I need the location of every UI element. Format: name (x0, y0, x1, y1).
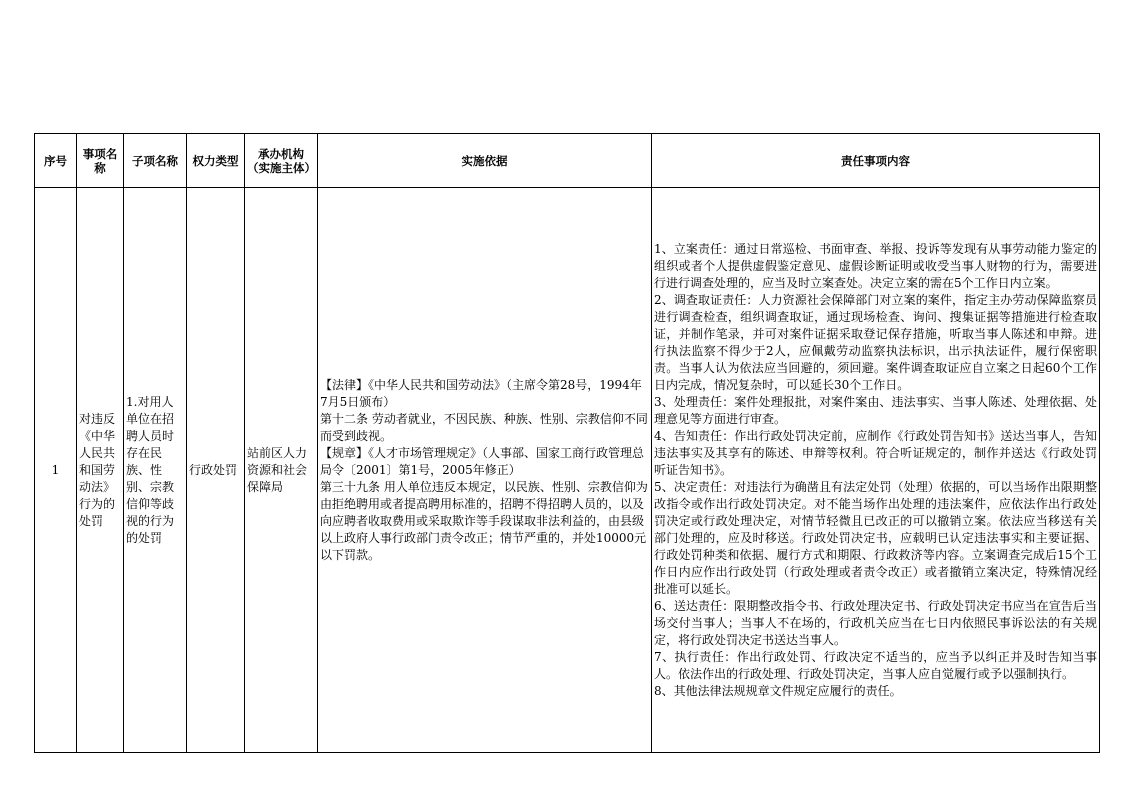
basis-law: 【法律】《中华人民共和国劳动法》（主席令第28号，1994年7月5日颁布） (320, 377, 642, 409)
resp-filing: 1、立案责任：通过日常巡检、书面审查、举报、投诉等发现有从事劳动能力鉴定的组织或者个人提供虚假鉴定意见、虚假诊断证明或收受当事人财物的行为，需要进行进行调查处理的，应当及时立案查处。决定立案的需在5个工作日内立案。 (654, 241, 1097, 290)
resp-decision: 5、决定责任：对违法行为确凿且有法定处罚（处理）依据的，可以当场作出限期整改指令或作出行政处罚决定。对不能当场作出处理的违法案件，应依法作出行政处罚决定或行政处理决定，对情节轻微且已改正的可以撤销立案。依法应当移送有关部门处理的，应及时移送。行政处罚决定书，应载明已认定违法事实和主要证据、行政处罚种类和依据、履行方式和期限、行政救济等内容。立案调查完成后15个工作日内应作出行政处罚（行政处理或者责令改正）或者撤销立案决定，特殊情况经批准可以延长。 (654, 479, 1097, 596)
header-basis: 实施依据 (318, 134, 652, 188)
header-responsibility: 责任事项内容 (652, 134, 1100, 188)
header-sub-item: 子项名称 (124, 134, 187, 188)
cell-item-name: 对违反《中华人民共和国劳动法》行为的处罚 (77, 188, 124, 753)
header-organizer: 承办机构（实施主体） (245, 134, 318, 188)
resp-delivery: 6、送达责任：限期整改指令书、行政处理决定书、行政处罚决定书应当在宣告后当场交付当事人；当事人不在场的，行政机关应当在七日内依照民事诉讼法的有关规定，将行政处罚决定书送达当事人。 (654, 598, 1097, 647)
header-power-type: 权力类型 (187, 134, 245, 188)
basis-regulation: 【规章】《人才市场管理规定》（人事部、国家工商行政管理总局令〔2001〕第1号，2005年修正） (320, 445, 645, 477)
header-row (35, 134, 1100, 188)
header-item-name: 事项名称 (77, 134, 124, 188)
cell-power-type: 行政处罚 (187, 188, 245, 753)
basis-regulation-article: 第三十九条 用人单位违反本规定，以民族、性别、宗教信仰为由拒绝聘用或者提高聘用标准的，招聘不得招聘人员的，以及向应聘者收取费用或采取欺诈等手段谋取非法利益的，由县级以上政府人事行政部门责令改正；情节严重的，并处10000元以下罚款。 (320, 479, 648, 562)
resp-other: 8、其他法律法规规章文件规定应履行的责任。 (654, 683, 902, 698)
basis-law-article: 第十二条 劳动者就业，不因民族、种族、性别、宗教信仰不同而受到歧视。 (320, 411, 648, 443)
resp-execution: 7、执行责任：作出行政处罚、行政决定不适当的，应当予以纠正并及时告知当事人。依法作出的行政处理、行政处罚决定，当事人应自觉履行或予以强制执行。 (654, 649, 1097, 681)
resp-investigation: 2、调查取证责任：人力资源社会保障部门对立案的案件，指定主办劳动保障监察员进行调查检查，组织调查取证，通过现场检查、询问、搜集证据等措施进行检查取证，并制作笔录，并可对案件证据采取登记保存措施，听取当事人陈述和申辩。进行执法监察不得少于2人，应佩戴劳动监察执法标识，出示执法证件，履行保密职责。当事人认为依法应当回避的，须回避。案件调查取证应自立案之日起60个工作日内完成，情况复杂时，可以延长30个工作日。 (654, 292, 1097, 392)
header-seq: 序号 (35, 134, 77, 188)
resp-notification: 4、告知责任：作出行政处罚决定前，应制作《行政处罚告知书》送达当事人，告知违法事实及其享有的陈述、申辩等权利。符合听证规定的，制作并送达《行政处罚听证告知书》。 (654, 428, 1097, 477)
responsibility-table (34, 133, 1100, 753)
cell-basis (318, 188, 652, 753)
cell-responsibility (652, 188, 1100, 753)
cell-sub-item: 1.对用人单位在招聘人员时存在民族、性别、宗教信仰等歧视的行为的处罚 (124, 188, 187, 753)
table-row (35, 188, 1100, 753)
cell-seq: 1 (35, 188, 77, 753)
resp-handling: 3、处理责任：案件处理报批，对案件案由、违法事实、当事人陈述、处理依据、处理意见等方面进行审查。 (654, 394, 1097, 426)
cell-organizer: 站前区人力资源和社会保障局 (245, 188, 318, 753)
